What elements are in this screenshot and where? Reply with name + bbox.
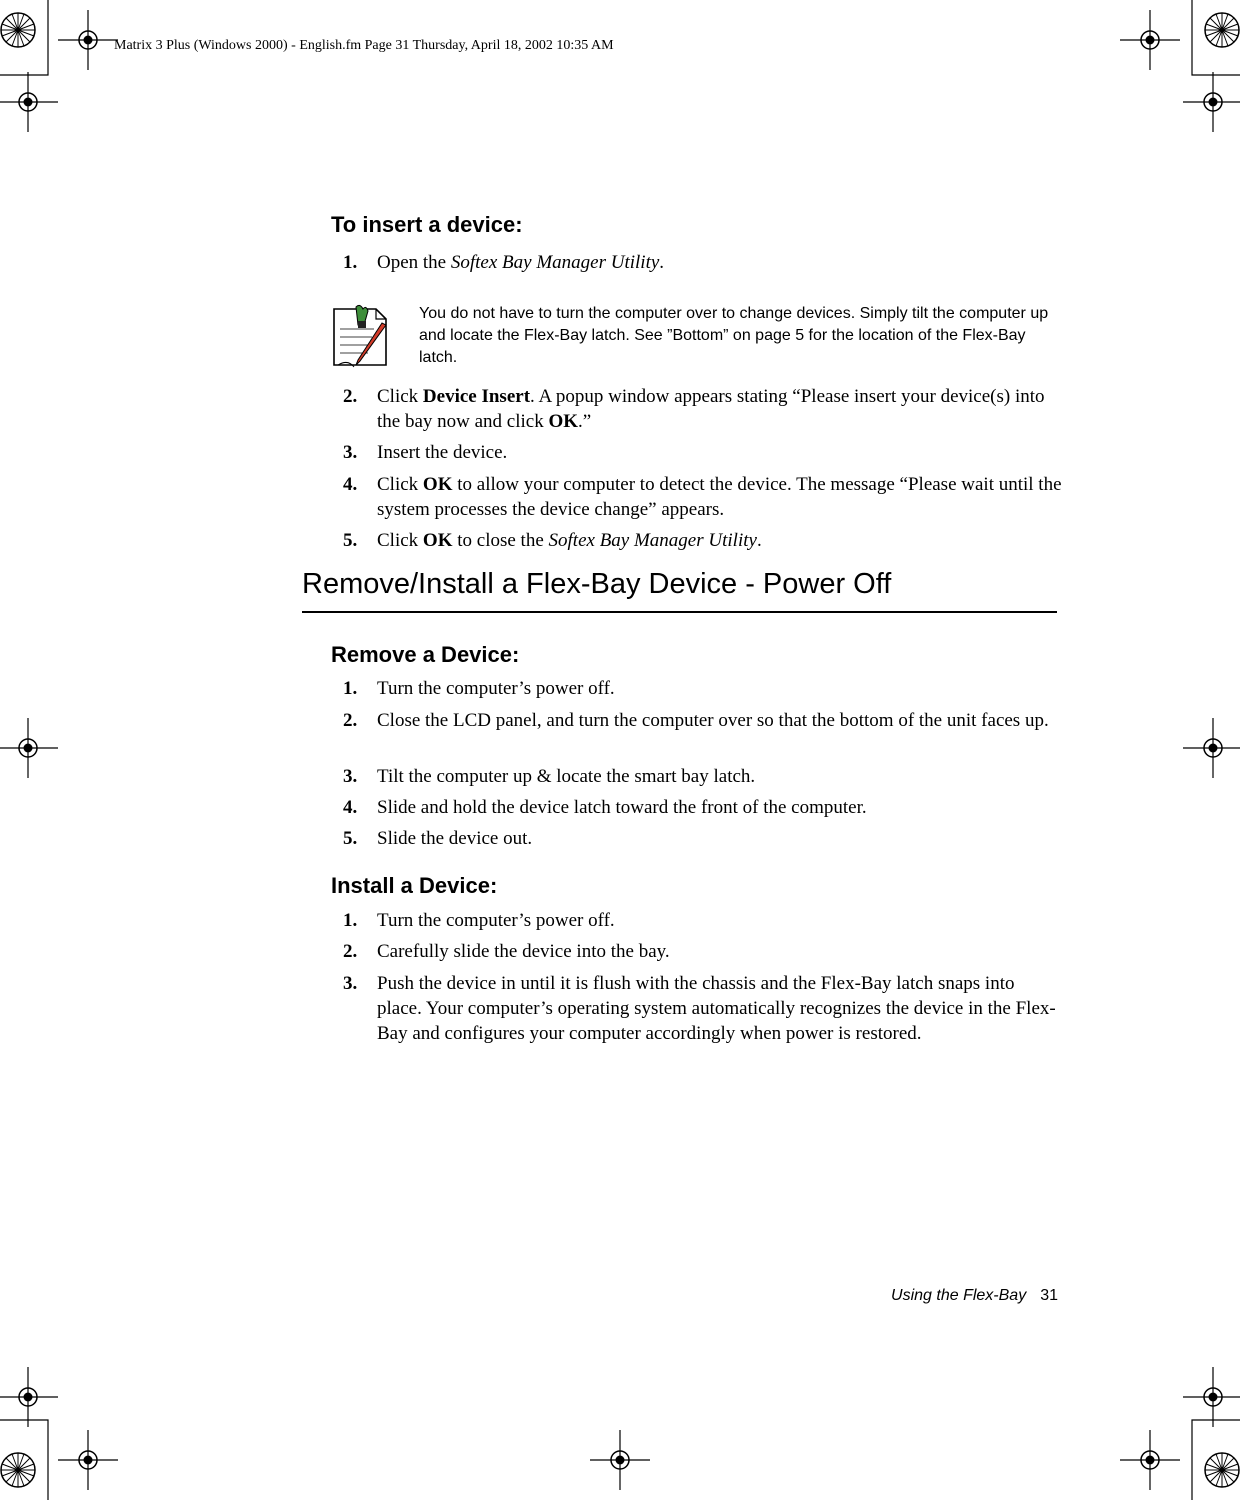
star-mark-icon: [1205, 13, 1239, 47]
insert-section-title: To insert a device:: [331, 212, 523, 237]
registration-mark-icon: [0, 1367, 58, 1427]
list-item: 3. Insert the device.: [343, 442, 508, 463]
registration-mark-icon: [590, 1430, 650, 1490]
list-item: 2. Click Device Insert. A popup window appears stating “Please insert your device(s) into the bay now and click OK.”: [343, 386, 1045, 432]
registration-mark-icon: [58, 1430, 118, 1490]
step-number: 1.: [343, 252, 358, 273]
registration-mark-icon: [1183, 72, 1240, 132]
install-section-title: Install a Device:: [331, 873, 498, 898]
page-heading: Remove/Install a Flex-Bay Device - Power Off: [302, 568, 892, 600]
star-mark-icon: [1, 13, 35, 47]
registration-mark-icon: [1183, 718, 1240, 778]
list-item: 1. Turn the computer’s power off.: [343, 678, 615, 699]
registration-mark-icon: [1120, 10, 1180, 70]
registration-mark-icon: [1120, 1430, 1180, 1490]
list-item: 5. Click OK to close the Softex Bay Manager Utility.: [343, 530, 762, 551]
registration-mark-icon: [0, 718, 58, 778]
list-item: 2. Carefully slide the device into the bay.: [343, 941, 670, 962]
note-text: You do not have to turn the computer over to change devices. Simply tilt the computer up and locate the Flex-Bay latch. See ”Bottom” on page 5 for the location of the Flex-Bay latch.: [419, 305, 1049, 366]
note-pencil-icon: [330, 303, 392, 376]
star-mark-icon: [1, 1453, 35, 1487]
list-item: 3. Tilt the computer up & locate the smart bay latch.: [343, 766, 756, 787]
registration-mark-icon: [0, 72, 58, 132]
remove-section-title: Remove a Device:: [331, 642, 520, 667]
list-item: 2. Close the LCD panel, and turn the computer over so that the bottom of the unit faces up.: [343, 710, 1049, 731]
heading-rule: [302, 611, 1057, 613]
list-item: 4. Slide and hold the device latch toward the front of the computer.: [343, 797, 867, 818]
registration-mark-icon: [58, 10, 118, 70]
list-item: 4. Click OK to allow your computer to detect the device. The message “Please wait until the system processes the device change” appears.: [343, 474, 1062, 520]
list-item: 1. Turn the computer’s power off.: [343, 910, 615, 931]
list-item: 5. Slide the device out.: [343, 828, 533, 849]
page-number: 31: [1040, 1287, 1058, 1304]
list-item: 3. Push the device in until it is flush with the chassis and the Flex-Bay latch snaps into place. Your computer’s operating system automatically recognizes the device in the Flex-Bay and configures your computer accordingly when power is restored.: [343, 973, 1056, 1044]
star-mark-icon: [1205, 1453, 1239, 1487]
list-item: 1. Open the Softex Bay Manager Utility.: [343, 252, 665, 273]
file-header: Matrix 3 Plus (Windows 2000) - English.fm Page 31 Thursday, April 18, 2002 10:35 AM: [114, 38, 614, 53]
page-footer: [891, 1287, 1058, 1305]
footer-section: Using the Flex-Bay: [891, 1287, 1027, 1304]
registration-mark-icon: [1183, 1367, 1240, 1427]
